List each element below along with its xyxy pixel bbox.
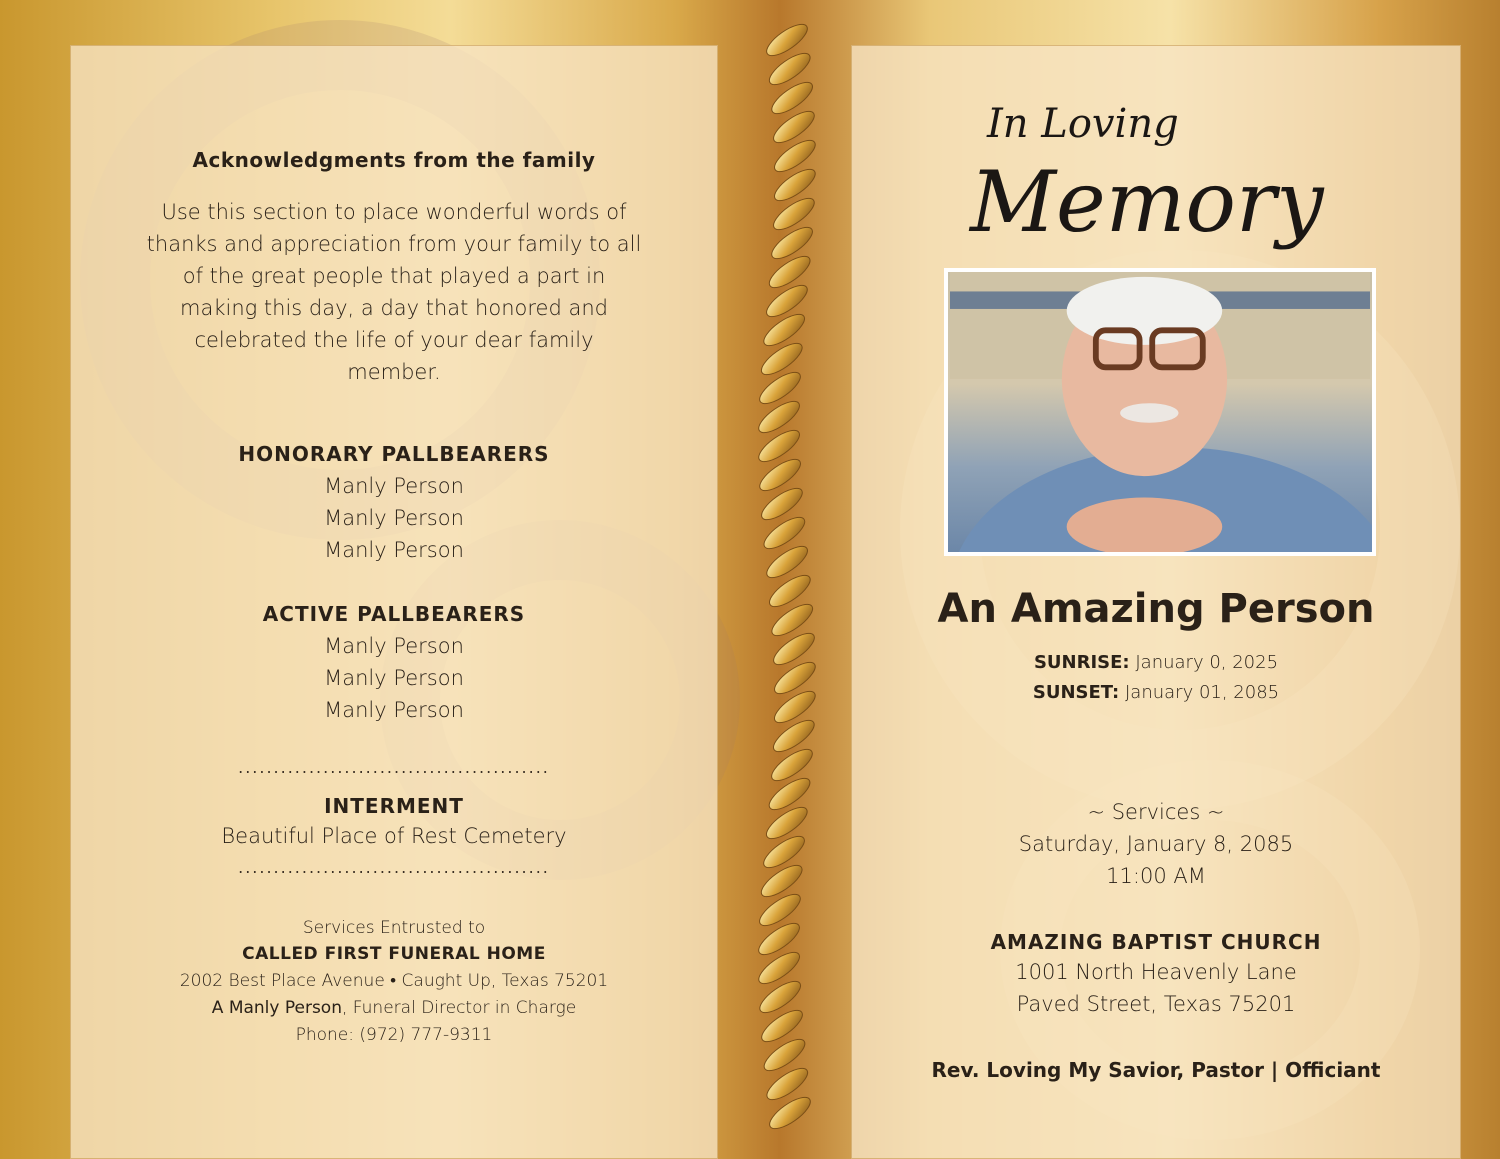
church-address-line2: Paved Street, Texas 75201 bbox=[1016, 992, 1296, 1016]
officiant-line: Rev. Loving My Savior, Pastor | Officiant bbox=[931, 1058, 1381, 1082]
acknowledgments-line: Use this section to place wonderful words of bbox=[161, 200, 627, 224]
portrait-photo bbox=[944, 268, 1376, 556]
sunset-date: January 01, 2085 bbox=[1125, 682, 1280, 703]
acknowledgments-title: Acknowledgments from the family bbox=[192, 148, 596, 172]
chain-link bbox=[762, 802, 812, 844]
funeral-home-address: 2002 Best Place Avenue • Caught Up, Texas 75201 bbox=[179, 971, 609, 991]
acknowledgments-line: of the great people that played a part in bbox=[182, 264, 606, 288]
honorary-pallbearers-title: HONORARY PALLBEARERS bbox=[238, 442, 550, 466]
services-entrusted-label: Services Entrusted to bbox=[302, 918, 486, 938]
services-title: ~ Services ~ bbox=[1087, 800, 1225, 824]
active-pallbearers-list bbox=[71, 630, 717, 726]
services-time: 11:00 AM bbox=[1106, 864, 1206, 888]
memory-script: Memory bbox=[970, 153, 1324, 251]
interment-title: INTERMENT bbox=[324, 794, 464, 818]
funeral-director-line bbox=[71, 998, 717, 1018]
active-pallbearer-name: Manly Person bbox=[324, 698, 464, 722]
gold-chain-ornament bbox=[742, 20, 832, 1150]
honorary-pallbearer-name: Manly Person bbox=[324, 506, 464, 530]
left-page-panel bbox=[70, 45, 718, 1159]
chain-link bbox=[762, 280, 812, 322]
sunset-label: SUNSET: bbox=[1032, 682, 1120, 703]
church-address-line1: 1001 North Heavenly Lane bbox=[1015, 960, 1297, 984]
deceased-name: An Amazing Person bbox=[937, 586, 1375, 632]
funeral-home-name: CALLED FIRST FUNERAL HOME bbox=[242, 944, 546, 964]
acknowledgments-line: member. bbox=[347, 360, 441, 384]
sunrise-label: SUNRISE: bbox=[1033, 652, 1130, 673]
services-date: Saturday, January 8, 2085 bbox=[1018, 832, 1294, 856]
active-pallbearer-name: Manly Person bbox=[324, 634, 464, 658]
funeral-director-name: A Manly Person bbox=[211, 998, 342, 1018]
honorary-pallbearers-list bbox=[71, 470, 717, 566]
sunrise-line bbox=[852, 652, 1460, 673]
sunrise-date: January 0, 2025 bbox=[1135, 652, 1279, 673]
acknowledgments-line: thanks and appreciation from your family to all bbox=[146, 232, 642, 256]
active-pallbearers-title: ACTIVE PALLBEARERS bbox=[262, 602, 526, 626]
dotted-divider: ............................................ bbox=[238, 858, 550, 877]
active-pallbearer-name: Manly Person bbox=[324, 666, 464, 690]
acknowledgments-line: making this day, a day that honored and bbox=[180, 296, 608, 320]
honorary-pallbearer-name: Manly Person bbox=[324, 474, 464, 498]
sunset-line bbox=[852, 682, 1460, 703]
interment-place: Beautiful Place of Rest Cemetery bbox=[221, 824, 567, 848]
church-name: AMAZING BAPTIST CHURCH bbox=[990, 930, 1322, 954]
funeral-home-phone: Phone: (972) 777-9311 bbox=[295, 1025, 493, 1045]
portrait-image bbox=[948, 272, 1372, 552]
acknowledgments-text bbox=[71, 196, 717, 388]
dotted-divider: ............................................ bbox=[238, 758, 550, 777]
funeral-director-role: , Funeral Director in Charge bbox=[342, 998, 577, 1018]
right-page-panel bbox=[851, 45, 1461, 1159]
honorary-pallbearer-name: Manly Person bbox=[324, 538, 464, 562]
acknowledgments-line: celebrated the life of your dear family bbox=[194, 328, 594, 352]
in-loving-script: In Loving bbox=[987, 101, 1179, 147]
